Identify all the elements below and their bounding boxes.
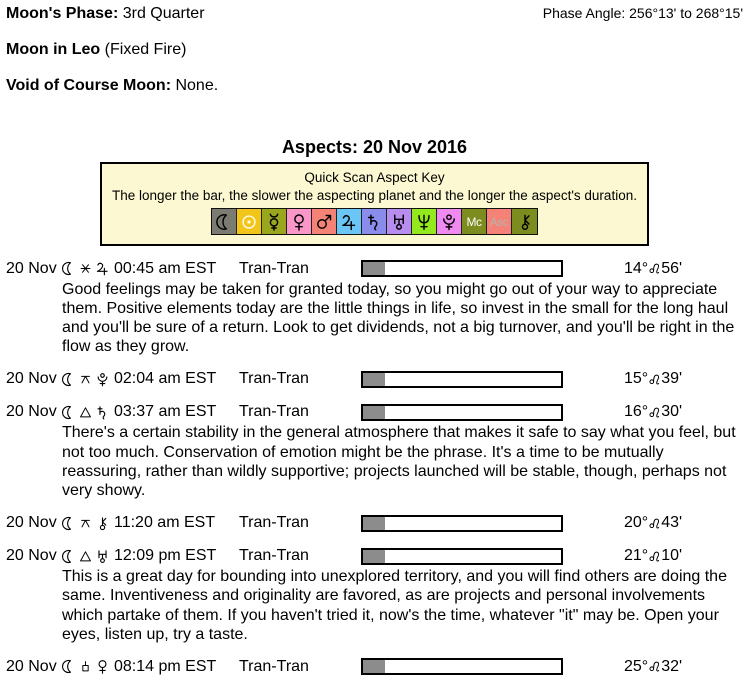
mars-icon	[315, 213, 333, 231]
aspect-row	[6, 513, 743, 533]
leo-icon	[648, 550, 661, 563]
duration-bar-fill	[363, 262, 385, 275]
duration-bar	[361, 658, 563, 675]
leo-icon	[648, 406, 661, 419]
aspect-degree	[624, 370, 682, 388]
aspect-block	[6, 546, 743, 644]
key-mercury	[262, 209, 287, 234]
aspect-glyphs	[61, 372, 114, 387]
moon-icon	[61, 261, 76, 276]
moon-phase-row	[6, 4, 743, 23]
moon-icon	[61, 405, 76, 420]
aspect-row	[6, 402, 743, 422]
jupiter-icon	[95, 261, 110, 276]
moon-icon	[61, 372, 76, 387]
duration-bar	[361, 371, 563, 388]
void-label: Void of Course Moon:	[6, 77, 172, 94]
quincunx-icon	[79, 517, 92, 530]
void-value: None.	[175, 77, 219, 94]
uranus-icon	[95, 549, 110, 564]
moon-icon	[61, 659, 76, 674]
aspect-glyphs	[61, 549, 114, 564]
jupiter-icon	[340, 213, 358, 231]
aspect-type: Tran-Tran	[239, 657, 309, 675]
key-subtitle: The longer the bar, the slower the aspecting planet and the longer the aspect's duration.	[112, 188, 637, 203]
duration-bar-cell	[361, 658, 567, 675]
quick-scan-aspect-key	[100, 162, 649, 246]
sesquiquadrate-icon	[79, 660, 92, 673]
saturn-icon	[365, 213, 383, 231]
duration-bar-fill	[363, 517, 385, 530]
aspect-date: 20 Nov	[6, 514, 57, 532]
saturn-icon	[95, 405, 110, 420]
aspect-time: 00:45 am EST	[114, 259, 217, 277]
leo-icon	[648, 373, 661, 386]
leo-icon	[648, 517, 661, 530]
zodiac-sign-slot	[648, 262, 661, 275]
key-saturn	[362, 209, 387, 234]
duration-bar	[361, 260, 563, 277]
aspect-time: 12:09 pm EST	[114, 547, 217, 565]
aspect-type: Tran-Tran	[239, 259, 309, 277]
pluto-icon	[440, 213, 458, 231]
key-mc	[462, 209, 487, 234]
asc-label: Asc	[489, 214, 509, 229]
moon-phase-value: 3rd Quarter	[122, 5, 205, 22]
aspect-time: 08:14 pm EST	[114, 657, 217, 675]
key-jupiter	[337, 209, 362, 234]
aspect-block	[6, 402, 743, 500]
zodiac-sign-slot	[648, 550, 661, 563]
key-moon	[212, 209, 237, 234]
neptune-icon	[415, 213, 433, 231]
aspect-row	[6, 657, 743, 677]
duration-bar	[361, 515, 563, 532]
aspect-type: Tran-Tran	[239, 547, 309, 565]
aspect-glyphs	[61, 516, 114, 531]
aspect-row	[6, 259, 743, 279]
leo-icon	[648, 660, 661, 673]
aspect-row	[6, 369, 743, 389]
key-pluto	[437, 209, 462, 234]
aspect-date: 20 Nov	[6, 259, 57, 277]
moon-sign-note: (Fixed Fire)	[104, 41, 187, 58]
duration-bar-fill	[363, 373, 385, 386]
chiron-icon	[516, 213, 534, 231]
minute-value: 43'	[661, 514, 683, 532]
aspect-time: 02:04 am EST	[114, 370, 217, 388]
aspect-date: 20 Nov	[6, 370, 57, 388]
aspects-title: Aspects: 20 Nov 2016	[281, 137, 468, 157]
aspect-block	[6, 657, 743, 677]
duration-bar-cell	[361, 515, 567, 532]
aspect-list	[6, 259, 743, 677]
moon-icon	[61, 549, 76, 564]
key-uranus	[387, 209, 412, 234]
duration-bar-fill	[363, 406, 385, 419]
phase-angle	[543, 4, 743, 22]
aspect-time: 11:20 am EST	[114, 514, 216, 532]
quincunx-icon	[79, 373, 92, 386]
duration-bar-cell	[361, 548, 567, 565]
minute-value: 39'	[661, 370, 683, 388]
phase-angle-label: Phase Angle:	[542, 5, 626, 21]
moon-phase	[6, 4, 205, 23]
aspect-degree	[624, 547, 682, 565]
moon-sign	[6, 40, 743, 59]
venus-icon	[95, 659, 110, 674]
key-chiron	[512, 209, 537, 234]
aspect-degree	[624, 514, 682, 532]
key-asc	[487, 209, 512, 234]
moon-icon	[215, 213, 233, 231]
mc-label: Mc	[466, 214, 482, 229]
aspect-degree	[624, 260, 682, 278]
sextile-icon	[79, 262, 92, 275]
aspect-row	[6, 546, 743, 566]
aspect-glyphs	[61, 659, 114, 674]
duration-bar-cell	[361, 404, 567, 421]
pluto-icon	[95, 372, 110, 387]
key-title: Quick Scan Aspect Key	[304, 170, 445, 185]
degree-value: 21°	[624, 547, 649, 565]
moon-phase-label: Moon's Phase:	[6, 5, 119, 22]
trine-icon	[79, 550, 92, 563]
uranus-icon	[390, 213, 408, 231]
void-of-course	[6, 76, 743, 95]
planet-color-strip	[211, 208, 538, 235]
aspect-degree	[624, 658, 682, 676]
key-sun	[237, 209, 262, 234]
venus-icon	[290, 213, 308, 231]
sun-icon	[240, 213, 258, 231]
zodiac-sign-slot	[648, 373, 661, 386]
minute-value: 30'	[661, 403, 683, 421]
aspect-interpretation: Good feelings may be taken for granted today, so you might go out of your way to appreciate them. Positive elements today are the little things in life, so invest in the small for the long haul and you'll be sure of a return. Look to get dividends, not a big turnover, and you'll be right in the flow as they grow.	[62, 280, 735, 356]
duration-bar-cell	[361, 371, 567, 388]
moon-icon	[61, 516, 76, 531]
moon-sign-label: Moon in Leo	[6, 41, 101, 58]
duration-bar-fill	[363, 550, 385, 563]
duration-bar-fill	[363, 660, 385, 673]
zodiac-sign-slot	[648, 406, 661, 419]
mercury-icon	[265, 213, 283, 231]
aspect-glyphs	[61, 261, 114, 276]
key-neptune	[412, 209, 437, 234]
degree-value: 14°	[624, 259, 649, 277]
minute-value: 10'	[661, 547, 683, 565]
chiron-icon	[95, 516, 110, 531]
phase-angle-value: 256°13' to 268°15'	[629, 5, 743, 21]
aspect-date: 20 Nov	[6, 657, 57, 675]
aspect-block	[6, 513, 743, 533]
aspect-date: 20 Nov	[6, 403, 57, 421]
duration-bar-cell	[361, 260, 567, 277]
degree-value: 20°	[624, 514, 649, 532]
key-mars	[312, 209, 337, 234]
aspect-block	[6, 259, 743, 357]
minute-value: 32'	[661, 657, 683, 675]
aspect-date: 20 Nov	[6, 547, 57, 565]
aspect-interpretation: This is a great day for bounding into unexplored territory, and you will find others are doing the same. Inventiveness and originality are favored, as are projects and personal involvements which partake of them. If you haven't tried it, now's the time, whatever "it" may be. Open your eyes, listen up, try a taste.	[62, 568, 727, 643]
aspect-degree	[624, 403, 682, 421]
duration-bar	[361, 404, 563, 421]
aspect-type: Tran-Tran	[239, 403, 309, 421]
minute-value: 56'	[661, 259, 683, 277]
zodiac-sign-slot	[648, 660, 661, 673]
aspect-time: 03:37 am EST	[114, 403, 217, 421]
degree-value: 25°	[624, 657, 649, 675]
aspect-type: Tran-Tran	[239, 514, 309, 532]
degree-value: 15°	[624, 370, 649, 388]
leo-icon	[648, 262, 661, 275]
zodiac-sign-slot	[648, 517, 661, 530]
aspect-interpretation: There's a certain stability in the general atmosphere that makes it safe to say what you feel, but not too much. Conservation of emotion might be the phrase. It's a time to be mutually reassuring, rather than wildly supportive; projects launched will be stable, though, perhaps not very showy.	[62, 424, 736, 499]
duration-bar	[361, 548, 563, 565]
aspect-block	[6, 369, 743, 389]
trine-icon	[79, 406, 92, 419]
aspect-glyphs	[61, 405, 114, 420]
aspect-type: Tran-Tran	[239, 370, 309, 388]
degree-value: 16°	[624, 403, 649, 421]
key-venus	[287, 209, 312, 234]
